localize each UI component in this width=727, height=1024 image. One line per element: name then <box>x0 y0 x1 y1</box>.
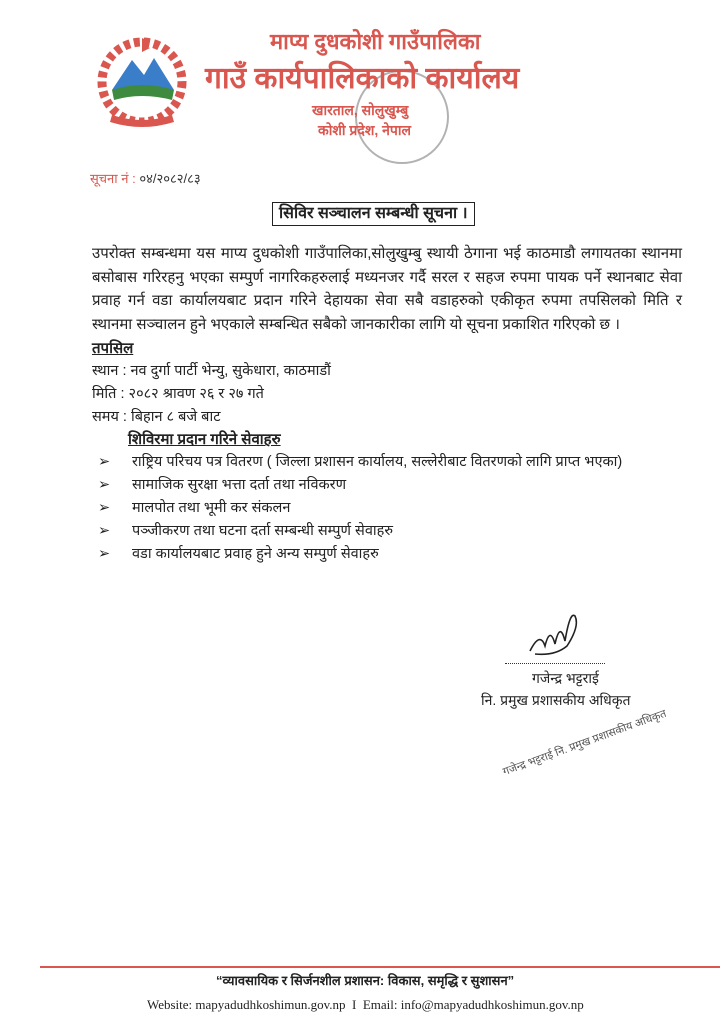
details-heading: तपसिल <box>92 340 134 357</box>
nepal-emblem-logo <box>92 30 192 130</box>
footer-contact: Website: mapyadudhkoshimun.gov.np I Email: info@mapyadudhkoshimun.gov.np <box>147 997 584 1012</box>
arrow-bullet-icon: ➢ <box>98 500 111 516</box>
notice-content <box>92 202 682 806</box>
arrow-bullet-icon: ➢ <box>98 523 111 539</box>
event-place: स्थान : नव दुर्गा पार्टी भेन्यु, सुकेधारा, काठमाडौं <box>92 363 331 379</box>
notice-number-value: ०४/२०८२/८३ <box>139 171 201 186</box>
signatory-title: नि. प्रमुख प्रशासकीय अधिकृत <box>481 692 631 708</box>
notice-title: सिविर सञ्चालन सम्बन्धी सूचना । <box>272 202 475 226</box>
event-date: मिति : २०८२ श्रावण २६ र २७ गते <box>92 386 264 402</box>
signature-block <box>481 606 691 806</box>
footer-slogan: “व्यावसायिक र सिर्जनशील प्रशासन: विकास, समृद्धि र सुशासन” <box>216 973 515 988</box>
services-heading: शिविरमा प्रदान गरिने सेवाहरु <box>128 431 281 448</box>
arrow-bullet-icon: ➢ <box>98 477 111 493</box>
arrow-bullet-icon: ➢ <box>98 546 111 562</box>
service-item: ➢ वडा कार्यालयबाट प्रवाह हुने अन्य सम्पुर्ण सेवाहरु <box>92 543 682 566</box>
service-item: ➢ पञ्जीकरण तथा घटना दर्ता सम्बन्धी सम्पुर्ण सेवाहरु <box>92 520 682 543</box>
event-time: समय : बिहान ८ बजे बाट <box>92 409 221 425</box>
notice-number <box>90 170 201 188</box>
footer-divider <box>40 966 720 968</box>
letterhead <box>205 26 705 140</box>
arrow-bullet-icon: ➢ <box>98 454 111 470</box>
address-line-1: खारताल, सोलुखुम्बु <box>312 102 409 118</box>
service-item: ➢ राष्ट्रिय परिचय पत्र वितरण ( जिल्ला प्रशासन कार्यालय, सल्लेरीबाट वितरणको लागि प्राप्त भएका) <box>92 451 682 474</box>
service-item: ➢ मालपोत तथा भूमी कर संकलन <box>92 497 682 520</box>
signatory-name: गजेन्द्र भट्टराई <box>532 670 599 686</box>
signatory-stamp: गजेन्द्र भट्टराई नि. प्रमुख प्रशासकीय अधिकृत <box>501 707 669 779</box>
notice-body: उपरोक्त सम्बन्धमा यस माप्य दुधकोशी गाउँपालिका,सोलुखुम्बु स्थायी ठेगाना भई काठमाडौ लगायतका स्थानमा बसोबास गरिरहनु भएका सम्पुर्ण नागरिकहरुलाई मध्यनजर गर्दै सरल र सहज रुपमा पायक पर्ने स्थानबाट सेवा प्रवाह गर्न वडा कार्यालयबाट प्रदान गरिने देहायका सेवा सबै वडाहरुको एकीकृत रुपमा तपसिलको मिति र स्थानमा सञ्चालन हुने भएकाले सम्बन्धित सबैको जानकारीका लागि यो सूचना प्रकाशित गरिएको छ । <box>92 245 682 333</box>
municipality-name: माप्य दुधकोशी गाउँपालिका <box>270 29 481 54</box>
address-line-2: कोशी प्रदेश, नेपाल <box>318 122 411 138</box>
office-name: गाउँ कार्यपालिकाको कार्यालय <box>205 62 520 95</box>
service-item: ➢ सामाजिक सुरक्षा भत्ता दर्ता तथा नविकरण <box>92 474 682 497</box>
notice-number-label: सूचना नं : <box>90 171 136 186</box>
signature-line <box>505 663 605 664</box>
handwritten-signature <box>525 606 585 661</box>
